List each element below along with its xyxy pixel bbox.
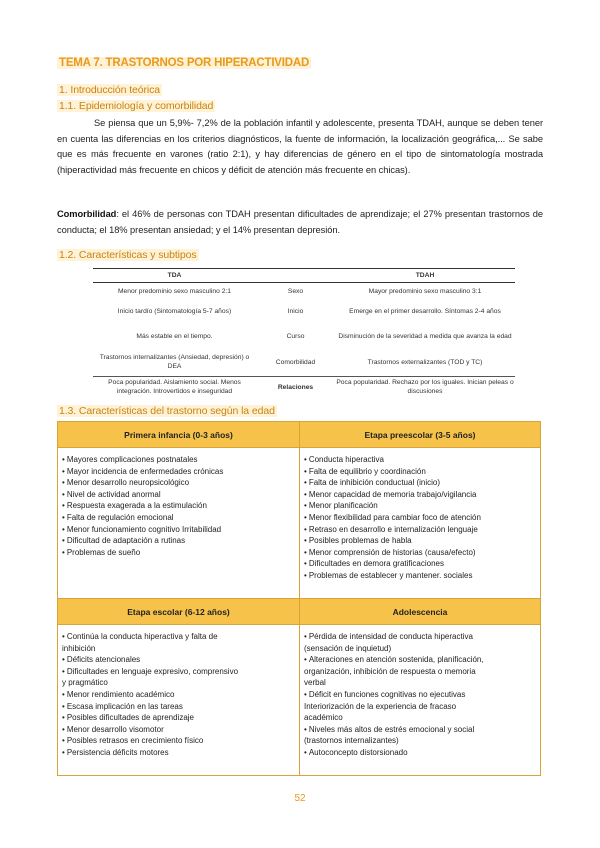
tdah-cell: Mayor predominio sexo masculino 3:1: [368, 287, 482, 295]
tda-cell: Trastornos internalizantes (Ansiedad, depresión) o DEA: [99, 354, 250, 370]
list-item: Interiorización de la experiencia de fracaso: [304, 701, 457, 711]
list-item: • Continúa la conducta hiperactiva y falta de: [62, 631, 295, 643]
comorbidity-text: : el 46% de personas con TDAH presentan dificultades de aprendizaje; el 27% presentan trastornos de conducta; el 18% presentan ansiedad; y el 14% presentan depresión.: [57, 209, 543, 235]
list-item: • Retraso en desarrollo e internalización lenguaje: [304, 524, 536, 536]
tdah-cell: Emerge en el primer desarrollo. Síntomas 2-4 años: [349, 308, 501, 316]
list-item: inhibición: [62, 643, 96, 653]
list-item: verbal: [304, 678, 326, 688]
list-item: • Problemas de establecer y mantener. sociales: [304, 570, 536, 582]
list-item: • Escasa implicación en las tareas: [62, 701, 295, 713]
list-item: • Déficit en funciones cognitivas no ejecutivas: [304, 689, 536, 701]
criterion-cell: Relaciones: [277, 383, 314, 391]
table-row: [93, 283, 515, 301]
list-item: • Autoconcepto distorsionado: [304, 747, 536, 759]
tda-cell: Menor predominio sexo masculino 2:1: [117, 287, 231, 295]
table-row: [93, 324, 515, 350]
list-item: y pragmático: [62, 678, 108, 688]
list-item: • Dificultades en lenguaje expresivo, comprensivo: [62, 666, 295, 678]
subtypes-table: [93, 268, 515, 399]
list-item: • Falta de regulación emocional: [62, 512, 295, 524]
section-heading-intro: 1. Introducción teórica: [59, 84, 161, 96]
list-item: • Posibles problemas de habla: [304, 535, 536, 547]
list-item: • Menor comprensión de historias (causa/efecto): [304, 547, 536, 559]
list-item: • Menor desarrollo neuropsicológico: [62, 477, 295, 489]
tda-cell: Poca popularidad. Aislamiento social. Menos integración. Introvertidos e inseguridad: [108, 379, 241, 395]
list-item: • Problemas de sueño: [62, 547, 295, 559]
criterion-cell: Comorbilidad: [275, 358, 316, 366]
list-item: • Menor rendimiento académico: [62, 689, 295, 701]
list-item: • Menor flexibilidad para cambiar foco de atención: [304, 512, 536, 524]
list-item: • Pérdida de intensidad de conducta hiperactiva: [304, 631, 536, 643]
list-item: • Nivel de actividad anormal: [62, 489, 295, 501]
list-item: • Falta de equilibrio y coordinación: [304, 466, 536, 478]
header-tdah: TDAH: [415, 272, 435, 279]
tdah-cell: Trastornos externalizantes (TOD y TC): [367, 358, 483, 366]
list-item: • Mayores complicaciones postnatales: [62, 454, 295, 466]
age-characteristics-table: [57, 421, 541, 776]
criterion-cell: Curso: [286, 332, 305, 340]
head-school: Etapa escolar (6-12 años): [58, 599, 299, 625]
list-item: • Persistencia déficits motores: [62, 747, 295, 759]
head-early-childhood: Primera infancia (0-3 años): [58, 422, 299, 448]
list-item: • Mayor incidencia de enfermedades crónicas: [62, 466, 295, 478]
list-item: • Falta de inhibición conductual (inicio): [304, 477, 536, 489]
tda-cell: Más estable en el tiempo.: [136, 332, 213, 340]
list-item: • Dificultades en demora gratificaciones: [304, 558, 536, 570]
list-item: • Niveles más altos de estrés emocional y social: [304, 724, 536, 736]
list-item: • Alteraciones en atención sostenida, planificación,: [304, 654, 536, 666]
subtypes-table-header: [93, 268, 515, 283]
section-heading-subtypes: 1.2. Características y subtipos: [59, 249, 197, 261]
list-item: • Dificultad de adaptación a rutinas: [62, 535, 295, 547]
list-item: • Respuesta exagerada a la estimulación: [62, 500, 295, 512]
list-item: • Menor planificación: [304, 500, 536, 512]
section-heading-epidemiology: 1.1. Epidemiología y comorbilidad: [59, 100, 214, 112]
list-school: [58, 626, 299, 776]
list-item: organización, inhibición de respuesta o memoria: [304, 666, 476, 676]
list-early-childhood: [58, 449, 299, 598]
table-row: [93, 350, 515, 376]
list-item: • Menor funcionamiento cognitivo Irritabilidad: [62, 524, 295, 536]
list-item: académico: [304, 713, 343, 723]
comorbidity-label: Comorbilidad: [57, 209, 117, 219]
list-item: • Posibles dificultades de aprendizaje: [62, 712, 295, 724]
epidemiology-paragraph: Se piensa que un 5,9%- 7,2% de la población infantil y adolescente, presenta TDAH, aunque se deben tener en cuenta las diferencias en los criterios diagnósticos, la fuente de información, la localización geográfica,... Se sabe que es más frecuente en varones (ratio 2:1), y hay diferencias de género en el tipo de sintomatología mostrada (hiperactividad más frecuente en chicos y déficit de atención más frecuente en chicas).: [57, 118, 543, 175]
list-item: (trastornos internalizantes): [304, 736, 399, 746]
table-row: [93, 376, 515, 399]
list-item: • Posibles retrasos en crecimiento físico: [62, 735, 295, 747]
section-heading-age: 1.3. Características del trastorno según la edad: [59, 405, 275, 417]
criterion-cell: Inicio: [287, 308, 304, 316]
list-item: • Conducta hiperactiva: [304, 454, 536, 466]
head-preschool: Etapa preescolar (3-5 años): [300, 422, 540, 448]
criterion-cell: Sexo: [287, 287, 304, 295]
list-item: (sensación de inquietud): [304, 643, 392, 653]
header-tda: TDA: [167, 272, 182, 279]
head-adolescence: Adolescencia: [300, 599, 540, 625]
table-row: [93, 301, 515, 324]
tda-cell: Inicio tardío (Sintomatología 5-7 años): [117, 308, 232, 316]
chapter-title: TEMA 7. TRASTORNOS POR HIPERACTIVIDAD: [59, 57, 310, 69]
list-item: • Déficits atencionales: [62, 654, 295, 666]
comorbidity-paragraph: [57, 207, 543, 238]
page-number: 52: [294, 793, 306, 804]
list-preschool: [300, 449, 540, 598]
list-item: • Menor desarrollo visomotor: [62, 724, 295, 736]
tdah-cell: Disminución de la severidad a medida que avanza la edad: [338, 332, 512, 340]
list-item: • Menor capacidad de memoria trabajo/vigilancia: [304, 489, 536, 501]
list-adolescence: [300, 626, 540, 776]
tdah-cell: Poca popularidad. Rechazo por los iguales. Inician peleas o discusiones: [336, 379, 514, 395]
